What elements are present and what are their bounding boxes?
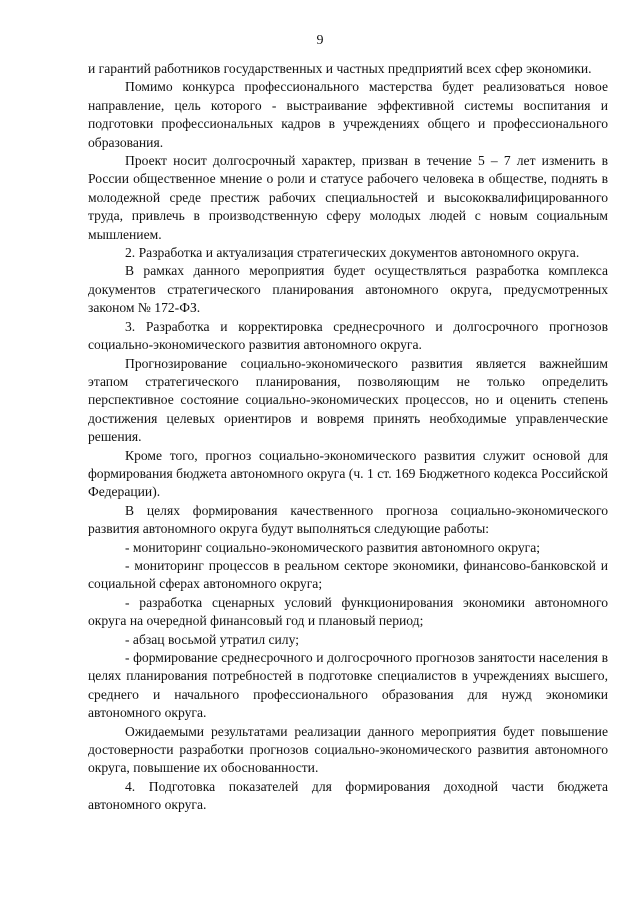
list-item: - мониторинг процессов в реальном секторе экономики, финансово-банковской и социальной сферах автономного округа; xyxy=(88,557,608,592)
paragraph: и гарантий работников государственных и частных предприятий всех сфер экономики. xyxy=(88,61,592,76)
page-number: 9 xyxy=(316,33,324,48)
list-item: - абзац восьмой утратил силу; xyxy=(125,631,299,647)
document-body xyxy=(88,60,608,815)
paragraph: Помимо конкурса профессионального мастерства будет реализоваться новое направление, цель которого - выстраивание эффективной системы воспитания и подготовки профессиональных кадров в учреждениях общего и профессионального образования. xyxy=(88,79,608,150)
paragraph: Прогнозирование социально-экономического развития является важнейшим этапом стратегического планирования, позволяющим не только определить перспективное состояние социально-экономических процессов, но и оценить степень достижения целевых ориентиров и вовремя принять необходимые управленческие решения. xyxy=(88,355,608,445)
list-item: - формирование среднесрочного и долгосрочного прогнозов занятости населения в целях планирования потребностей в подготовке специалистов в учреждениях высшего, среднего и начального профессионального образования для нужд экономики автономного округа. xyxy=(88,650,608,721)
list-item: - разработка сценарных условий функционирования экономики автономного округа на очередной финансовый год и плановый период; xyxy=(88,594,608,629)
section-heading: 3. Разработка и корректировка среднесрочного и долгосрочного прогнозов социально-экономического развития автономного округа. xyxy=(88,318,608,353)
paragraph: Ожидаемыми результатами реализации данного мероприятия будет повышение достоверности разработки прогнозов социально-экономического развития автономного округа, повышение их обоснованности. xyxy=(88,723,608,776)
paragraph: Проект носит долгосрочный характер, призван в течение 5 – 7 лет изменить в России общественное мнение о роли и статусе рабочего человека в обществе, поднять в молодежной среде престиж рабочих специальностей и высококвалифицированного труда, привлечь в производственную сферу молодых людей с новым социальным мышлением. xyxy=(88,153,608,242)
paragraph: В целях формирования качественного прогноза социально-экономического развития автономного округа будут выполняться следующие работы: xyxy=(88,502,608,537)
list-item: - мониторинг социально-экономического развития автономного округа; xyxy=(125,539,541,555)
paragraph: Кроме того, прогноз социально-экономического развития служит основой для формирования бюджета автономного округа (ч. 1 ст. 169 Бюджетного кодекса Российской Федерации). xyxy=(88,447,608,500)
section-heading: 4. Подготовка показателей для формирования доходной части бюджета автономного округа. xyxy=(88,778,608,813)
section-heading: 2. Разработка и актуализация стратегических документов автономного округа. xyxy=(125,245,580,261)
paragraph: В рамках данного мероприятия будет осуществляться разработка комплекса документов стратегического планирования автономного округа, предусмотренных законом № 172-ФЗ. xyxy=(88,263,608,316)
